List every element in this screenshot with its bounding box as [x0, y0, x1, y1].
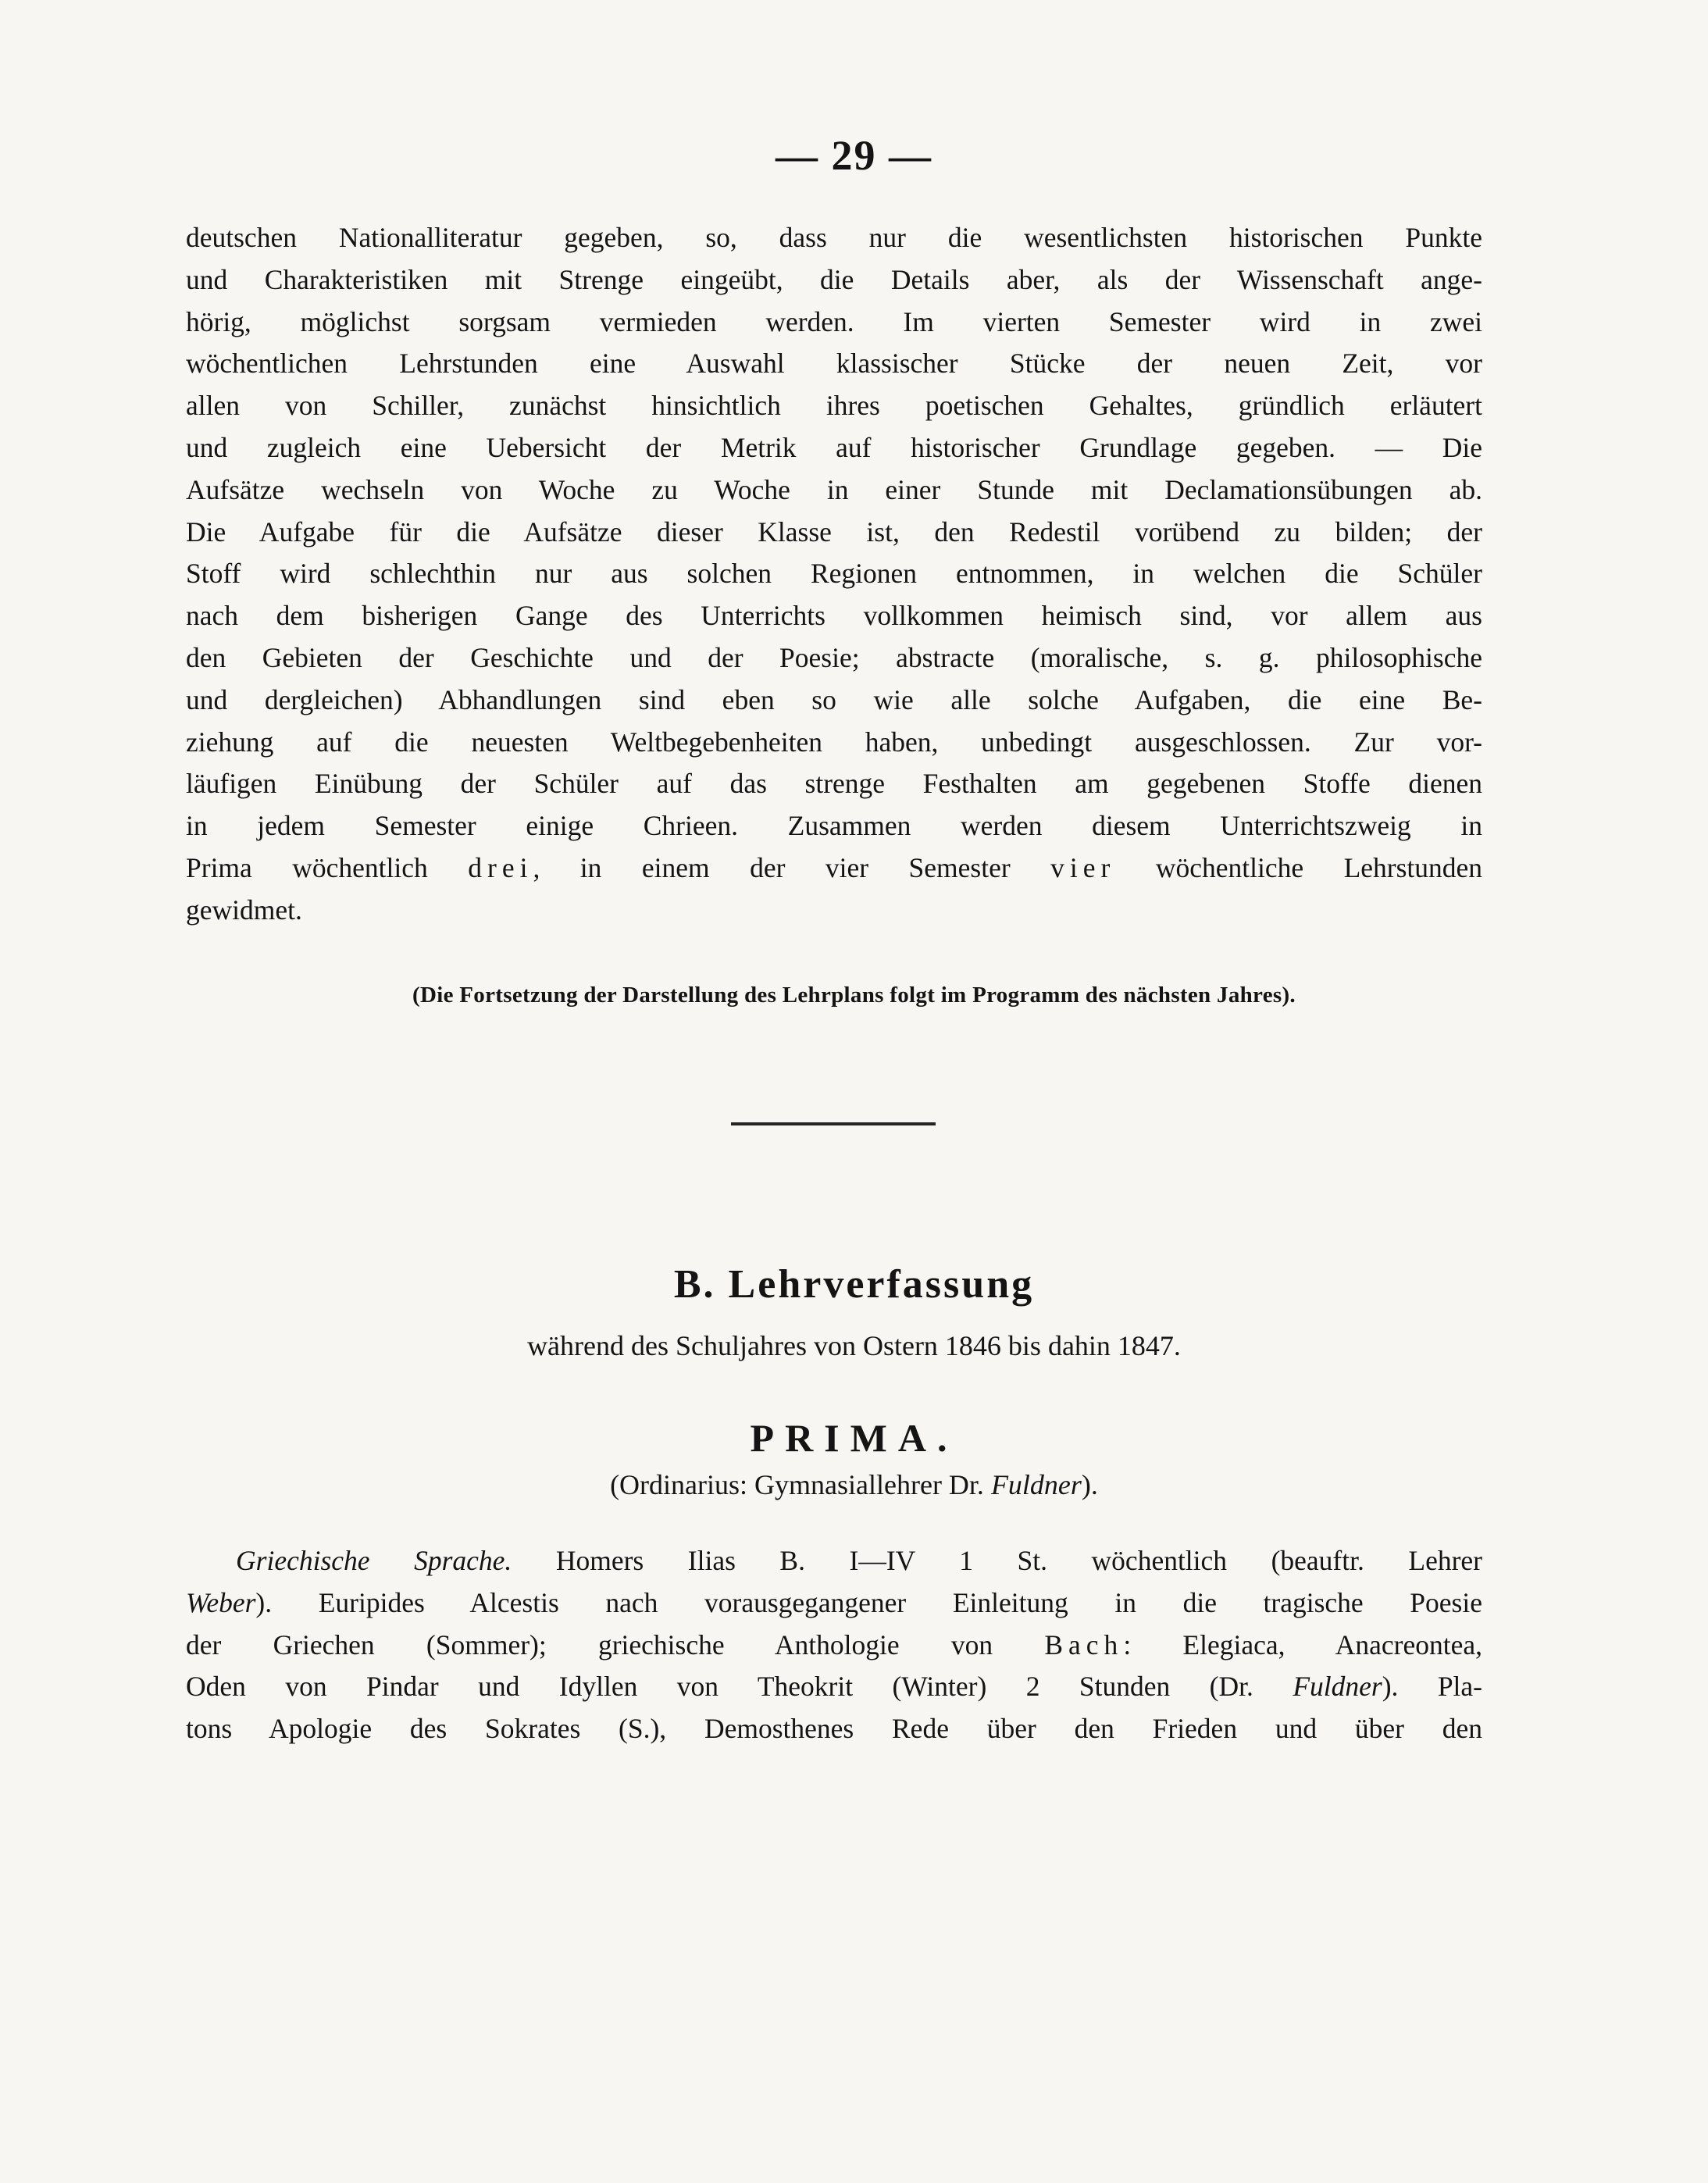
text-line: tons Apologie des Sokrates (S.), Demosthenes Rede über den Frieden und über den	[186, 1713, 1482, 1745]
section-subheading: während des Schuljahres von Ostern 1846 bis dahin 1847.	[527, 1330, 1181, 1361]
spaced-name-bach: Bach	[1044, 1628, 1124, 1660]
text-segment: Prima wöchentlich	[186, 851, 428, 883]
text-line: Stoff wird schlechthin nur aus solchen Regionen entnommen, in welchen die Schüler	[186, 558, 1482, 590]
text-line: und dergleichen) Abhandlungen sind eben so wie alle solche Aufgaben, die eine Be-	[186, 683, 1482, 715]
page-number: — 29 —	[776, 132, 932, 179]
text-segment: Homers Ilias B. I—IV 1 St. wöchentlich (beauftr. Lehrer	[555, 1545, 1482, 1576]
text-line	[186, 1582, 1482, 1625]
text-line: und Charakteristiken mit Strenge eingeübt, die Details aber, als der Wissenschaft ange-	[186, 263, 1482, 295]
text-line: Die Aufgabe für die Aufsätze dieser Klasse ist, den Redestil vorübend zu bilden; der	[186, 515, 1482, 548]
teacher-name: Weber	[186, 1586, 256, 1618]
text-line	[186, 1625, 1482, 1667]
continuation-note: (Die Fortsetzung der Darstellung des Lehrplans folgt im Programm des nächsten Jahres).	[412, 983, 1296, 1008]
text-segment: ). Pla-	[1382, 1671, 1482, 1703]
ordinarius-name: Fuldner	[990, 1469, 1082, 1500]
subject-label: Griechische Sprache.	[236, 1545, 512, 1576]
text-line: wöchentlichen Lehrstunden eine Auswahl klassischer Stücke der neuen Zeit, vor	[186, 348, 1482, 380]
text-segment: : Elegiaca, Anacreontea,	[1123, 1628, 1482, 1660]
text-line: ziehung auf die neuesten Weltbegebenheiten haben, unbedingt ausgeschlossen. Zur vor-	[186, 726, 1482, 758]
text-line: deutschen Nationalliteratur gegeben, so, dass nur die wesentlichsten historischen Punkte	[186, 222, 1482, 253]
text-line: allen von Schiller, zunächst hinsichtlich ihres poetischen Gehaltes, gründlich erläutert	[186, 390, 1482, 422]
text-line: den Gebieten der Geschichte und der Poesie; abstracte (moralische, s. g. philosophische	[186, 641, 1482, 673]
text-line: in jedem Semester einige Chrieen. Zusammen werden diesem Unterrichtszweig in	[186, 810, 1482, 842]
text-line: läufigen Einübung der Schüler auf das strenge Festhalten am gegebenen Stoffe dienen	[186, 768, 1482, 800]
text-line: Aufsätze wechseln von Woche zu Woche in einer Stunde mit Declamationsübungen ab.	[186, 473, 1482, 505]
text-line: nach dem bisherigen Gange des Unterrichts vollkommen heimisch sind, vor allem aus	[186, 600, 1482, 632]
text-line-prima-hours	[186, 847, 1482, 890]
class-heading: PRIMA.	[750, 1416, 958, 1460]
text-segment: ). Euripides Alcestis nach vorausgegangener Einleitung in die tragische Poesie	[255, 1586, 1482, 1618]
spaced-word-drei: drei	[468, 851, 533, 883]
teacher-name: Fuldner	[1293, 1671, 1382, 1703]
text-line	[186, 1540, 1482, 1582]
class-ordinarius	[0, 1468, 1708, 1501]
text-segment: wöchentliche Lehrstunden	[1155, 851, 1483, 883]
text-segment: Oden von Pindar und Idyllen von Theokrit (Winter) 2 Stunden (Dr.	[186, 1671, 1253, 1703]
spaced-word-vier: vier	[1050, 851, 1116, 883]
text-segment: der Griechen (Sommer); griechische Anthologie von	[186, 1628, 993, 1660]
ordinarius-prefix: (Ordinarius: Gymnasiallehrer Dr.	[610, 1469, 984, 1500]
text-line	[186, 1666, 1482, 1708]
text-line: hörig, möglichst sorgsam vermieden werden. Im vierten Semester wird in zwei	[186, 305, 1482, 337]
section-heading: B. Lehrverfassung	[673, 1262, 1035, 1307]
ordinarius-suffix: ).	[1081, 1469, 1098, 1500]
text-line: und zugleich eine Uebersicht der Metrik auf historischer Grundlage gegeben. — Die	[186, 431, 1482, 463]
paragraph-greek	[186, 1540, 1482, 1750]
paragraph-curriculum-german	[186, 217, 1482, 932]
text-line: gewidmet.	[186, 894, 302, 926]
section-divider	[731, 1122, 936, 1125]
text-segment: , in einem der vier Semester	[533, 851, 1011, 883]
